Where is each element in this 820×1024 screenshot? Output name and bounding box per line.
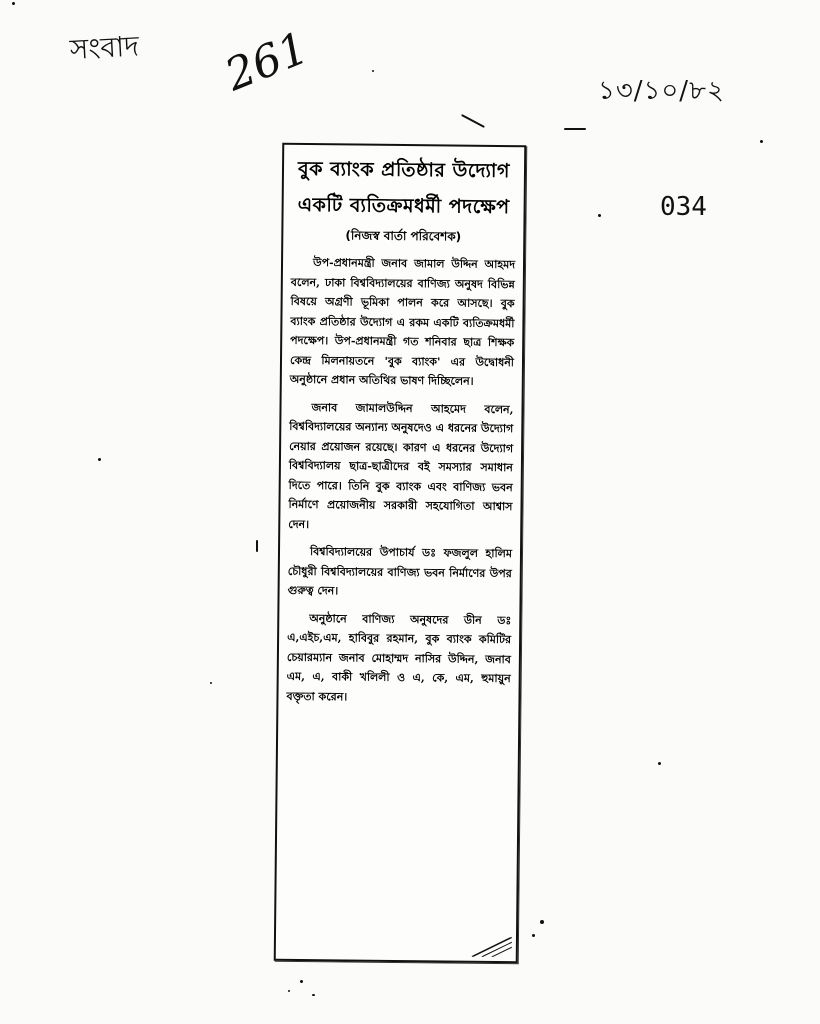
article-paragraph: জনাব জামালউদ্দিন আহমেদ বলেন, বিশ্ববিদ্যালয়ের অন্যান্য অনুষদেও এ ধরনের উদ্যোগ নেয়ার প্রয়োজন রয়েছে। কারণ এ ধরনের উদ্যোগ বিশ্ববিদ্যালয় ছাত্র-ছাত্রীদের বই সমস্যার সমাধান দিতে পারে। তিনি বুক ব্যাংক এবং বাণিজ্য ভবন নির্মাণে প্রয়োজনীয় সরকারী সহযোগিতা আশ্বাস দেন।: [288, 400, 514, 531]
article-headline: বুক ব্যাংক প্রতিষ্ঠার উদ্যোগ একটি ব্যতিক্রমধর্মী পদক্ষেপ: [297, 157, 511, 219]
newspaper-clipping: [274, 143, 527, 964]
corner-hatch-mark: [472, 937, 512, 957]
article-byline: (নিজস্ব বার্তা পরিবেশক): [345, 228, 462, 244]
handwritten-source-note: সংবাদ: [69, 29, 140, 66]
article-paragraph: বিশ্ববিদ্যালয়ের উপাচার্য ডঃ ফজলুল হালিম চৌধুরী বিশ্ববিদ্যালয়ের বাণিজ্য ভবন নির্মাণের উপর গুরুত্ব দেন।: [287, 545, 513, 598]
handwritten-date: ১৩/১০/৮২: [598, 76, 725, 106]
article-paragraph: অনুষ্ঠানে বাণিজ্য অনুষদের ডীন ডঃ এ,এইচ,এম, হাবিবুর রহমান, বুক ব্যাংক কমিটির চেয়ারম্যান জনাব মোহাম্মদ নাসির উদ্দিন, জনাব এম, এ, বাকী খলিলী ও এ, কে, এম, হুমায়ুন বক্তৃতা করেন।: [286, 611, 512, 703]
file-code-number: 034: [660, 192, 707, 222]
handwritten-page-number: 261: [218, 22, 316, 102]
article-paragraph: উপ-প্রধানমন্ত্রী জনাব জামাল উদ্দিন আহমদ বলেন, ঢাকা বিশ্ববিদ্যালয়ের বাণিজ্য অনুষদ বিভিন্ন বিষয়ে অগ্রণী ভূমিকা পালন করে আসছে। বুক ব্যাংক প্রতিষ্ঠার উদ্যোগ এ রকম একটি ব্যতিক্রমধর্মী পদক্ষেপ। উপ-প্রধানমন্ত্রী গত শনিবার ছাত্র শিক্ষক কেন্দ্র মিলনায়তনে 'বুক ব্যাংক' এর উদ্বোধনী অনুষ্ঠানে প্রধান অতিথির ভাষণ দিচ্ছিলেন।: [289, 256, 516, 388]
